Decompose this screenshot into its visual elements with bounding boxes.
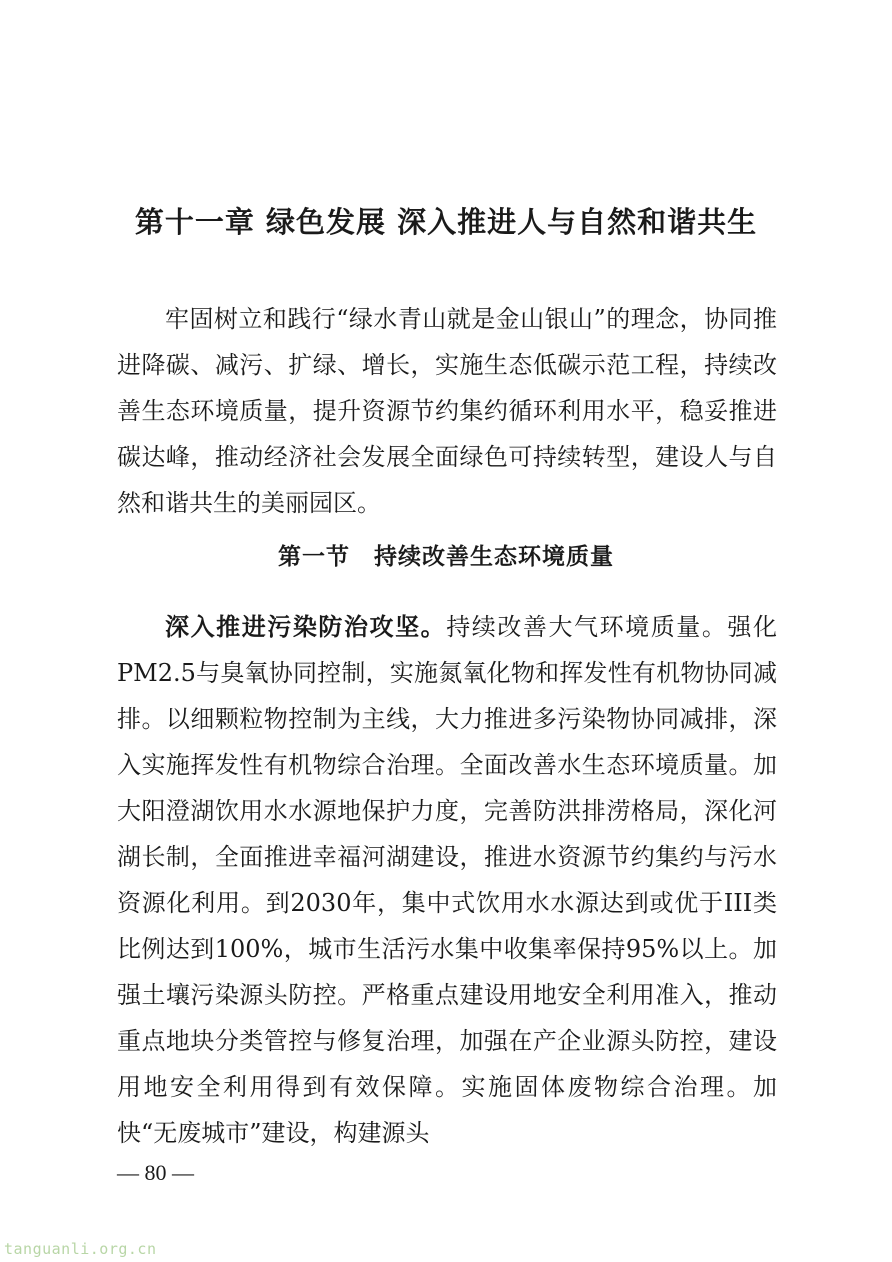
- intro-paragraph: 牢固树立和践行“绿水青山就是金山银山”的理念，协同推进降碳、减污、扩绿、增长，实施生态低碳示范工程，持续改善生态环境质量，提升资源节约集约循环利用水平，稳妥推进碳达峰，推动经济社会发展全面绿色可持续转型，建设人与自然和谐共生的美丽园区。: [117, 305, 777, 517]
- page-number: — 80 —: [117, 1160, 194, 1185]
- watermark: tanguanli.org.cn: [4, 1240, 157, 1258]
- chapter-title: 第十一章 绿色发展 深入推进人与自然和谐共生: [134, 205, 758, 239]
- paragraph-body: 持续改善大气环境质量。强化PM2.5与臭氧协同控制，实施氮氧化物和挥发性有机物协同减排。以细颗粒物控制为主线，大力推进多污染物协同减排，深入实施挥发性有机物综合治理。全面改善水生态环境质量。加大阳澄湖饮用水水源地保护力度，完善防洪排涝格局，深化河湖长制，全面推进幸福河湖建设，推进水资源节约集约与污水资源化利用。到2030年，集中式饮用水水源达到或优于III类比例达到100%，城市生活污水集中收集率保持95%以上。加强土壤污染源头防控。严格重点建设用地安全利用准入，推动重点地块分类管控与修复治理，加强在产企业源头防控，建设用地安全利用得到有效保障。实施固体废物综合治理。加快“无废城市”建设，构建源头: [117, 613, 778, 1147]
- paragraph-lead: 深入推进污染防治攻坚。: [165, 613, 447, 641]
- section-title: 第一节 持续改善生态环境质量: [278, 544, 614, 570]
- section-paragraph: [117, 604, 777, 1156]
